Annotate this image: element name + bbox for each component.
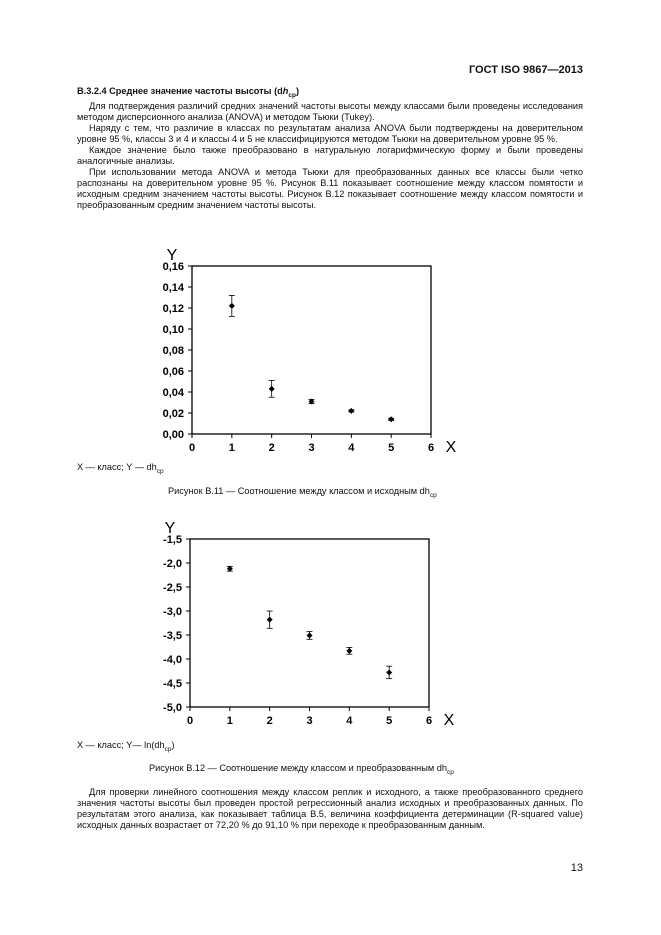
y-tick-label: 0,02 xyxy=(162,408,184,420)
data-point xyxy=(269,386,275,392)
y-tick-label: 0,14 xyxy=(162,282,184,294)
y-tick-label: -4,0 xyxy=(163,654,182,666)
conclusion-text xyxy=(77,787,583,831)
figure-b11-legend-sub: ср xyxy=(156,467,164,475)
section-body xyxy=(77,86,583,211)
plot-frame xyxy=(192,266,431,434)
plot-frame xyxy=(190,539,429,707)
y-axis-label: Y xyxy=(164,520,176,537)
y-tick-label: -2,0 xyxy=(163,558,182,570)
y-tick-label: -4,5 xyxy=(163,678,182,690)
x-tick-label: 4 xyxy=(348,442,355,454)
y-tick-label: 0,08 xyxy=(162,345,184,357)
figure-b12-legend-suffix: ) xyxy=(171,740,175,750)
x-tick-label: 5 xyxy=(386,715,393,727)
conclusion-paragraph: Для проверки линейного соотношения между классом реплик и исходного, а также преобразованного среднего значения частоты высоты был проведен простой регрессионный анализ исходных и преобразованных данных. По результатам этого анализа, как показывает таблица В.5, величина коэффициента детерминации (R-squared value) исходных данных возрастает от 72,20 % до 91,10 % при переходе к преобразованным данным. xyxy=(77,787,583,830)
x-tick-label: 4 xyxy=(346,715,353,727)
figure-b12-chart xyxy=(140,510,470,735)
y-tick-label: -1,5 xyxy=(163,534,182,546)
paragraph: Для подтверждения различий средних значений частоты высоты между классами были проведены исследования методом дисперсионного анализа (ANOVA) и методом Тьюки (Tukey). xyxy=(77,100,583,122)
figure-b11-chart xyxy=(140,236,470,456)
y-tick-label: -3,0 xyxy=(163,606,182,618)
data-point xyxy=(386,669,392,675)
y-tick-label: -5,0 xyxy=(163,702,182,714)
section-title-sub: ср xyxy=(288,91,296,99)
x-tick-label: 2 xyxy=(266,715,273,727)
y-tick-label: -3,5 xyxy=(163,630,182,642)
figure-b12-caption xyxy=(149,763,454,776)
data-point xyxy=(346,648,352,654)
section-title xyxy=(77,86,583,101)
figure-b12-caption-sub: ср xyxy=(446,768,454,776)
figure-b11-caption-text: Рисунок В.11 — Соотношение между классом и исходным dh xyxy=(168,486,430,496)
paragraph: Каждое значение было также преобразовано в натуральную логарифмическую форму и были проведены аналогичные анализы. xyxy=(77,144,583,166)
figure-b11-caption-sub: ср xyxy=(429,491,437,499)
x-axis-label: X xyxy=(443,712,455,729)
x-tick-label: 1 xyxy=(226,715,233,727)
y-axis-label: Y xyxy=(166,247,178,264)
data-point xyxy=(267,617,273,623)
y-tick-label: 0,06 xyxy=(162,366,184,378)
section-title-suffix: ) xyxy=(295,86,300,96)
x-tick-label: 0 xyxy=(188,442,196,454)
figure-b11-legend xyxy=(77,462,164,475)
x-tick-label: 3 xyxy=(306,715,313,727)
figure-b11-caption xyxy=(168,486,437,499)
data-point xyxy=(388,416,394,422)
figure-b12-legend-text: X — класс; Y— ln(dh xyxy=(77,740,165,750)
figure-b12-legend-sub: ср xyxy=(164,745,172,753)
section-title-prefix: В.3.2.4 Среднее значение частоты высоты (d xyxy=(77,86,283,96)
paragraph: Наряду с тем, что различие в классах по результатам анализа ANOVA были подтверждены на доверительном уровне 95 %, классы 3 и 4 и классы 4 и 5 не классифицируются методом Тьюки на доверительном уровне 95 %. xyxy=(77,122,583,144)
figure-b11-legend-text: X — класс; Y — dh xyxy=(77,462,157,472)
page-number: 13 xyxy=(570,862,583,874)
y-tick-label: 0,04 xyxy=(162,387,184,399)
data-point xyxy=(229,303,235,309)
x-tick-label: 3 xyxy=(308,442,315,454)
standard-header: ГОСТ ISO 9867—2013 xyxy=(468,64,583,76)
x-tick-label: 5 xyxy=(388,442,395,454)
y-tick-label: 0,00 xyxy=(162,429,184,441)
y-tick-label: -2,5 xyxy=(163,582,182,594)
figure-b12-legend xyxy=(77,740,175,753)
y-tick-label: 0,10 xyxy=(162,324,184,336)
x-tick-label: 0 xyxy=(186,715,194,727)
section-title-var: h xyxy=(282,86,289,96)
data-point xyxy=(348,408,354,414)
paragraph: При использовании метода ANOVA и метода Тьюки для преобразованных данных все классы были четко распознаны на доверительном уровне 95 %. Рисунок В.11 показывает соотношение между классом помятости и исходным средним значением частоты высоты. Рисунок В.12 показывает соотношение между классом помятости и преобразованным средним значением частоты высоты. xyxy=(77,166,583,210)
y-tick-label: 0,16 xyxy=(162,261,184,273)
x-tick-label: 1 xyxy=(228,442,235,454)
x-axis-label: X xyxy=(445,439,457,456)
x-tick-label: 6 xyxy=(427,442,435,454)
x-tick-label: 6 xyxy=(425,715,433,727)
x-tick-label: 2 xyxy=(268,442,275,454)
data-point xyxy=(307,632,313,638)
figure-b12-caption-text: Рисунок В.12 — Соотношение между классом и преобразованным dh xyxy=(149,763,447,773)
y-tick-label: 0,12 xyxy=(162,303,184,315)
